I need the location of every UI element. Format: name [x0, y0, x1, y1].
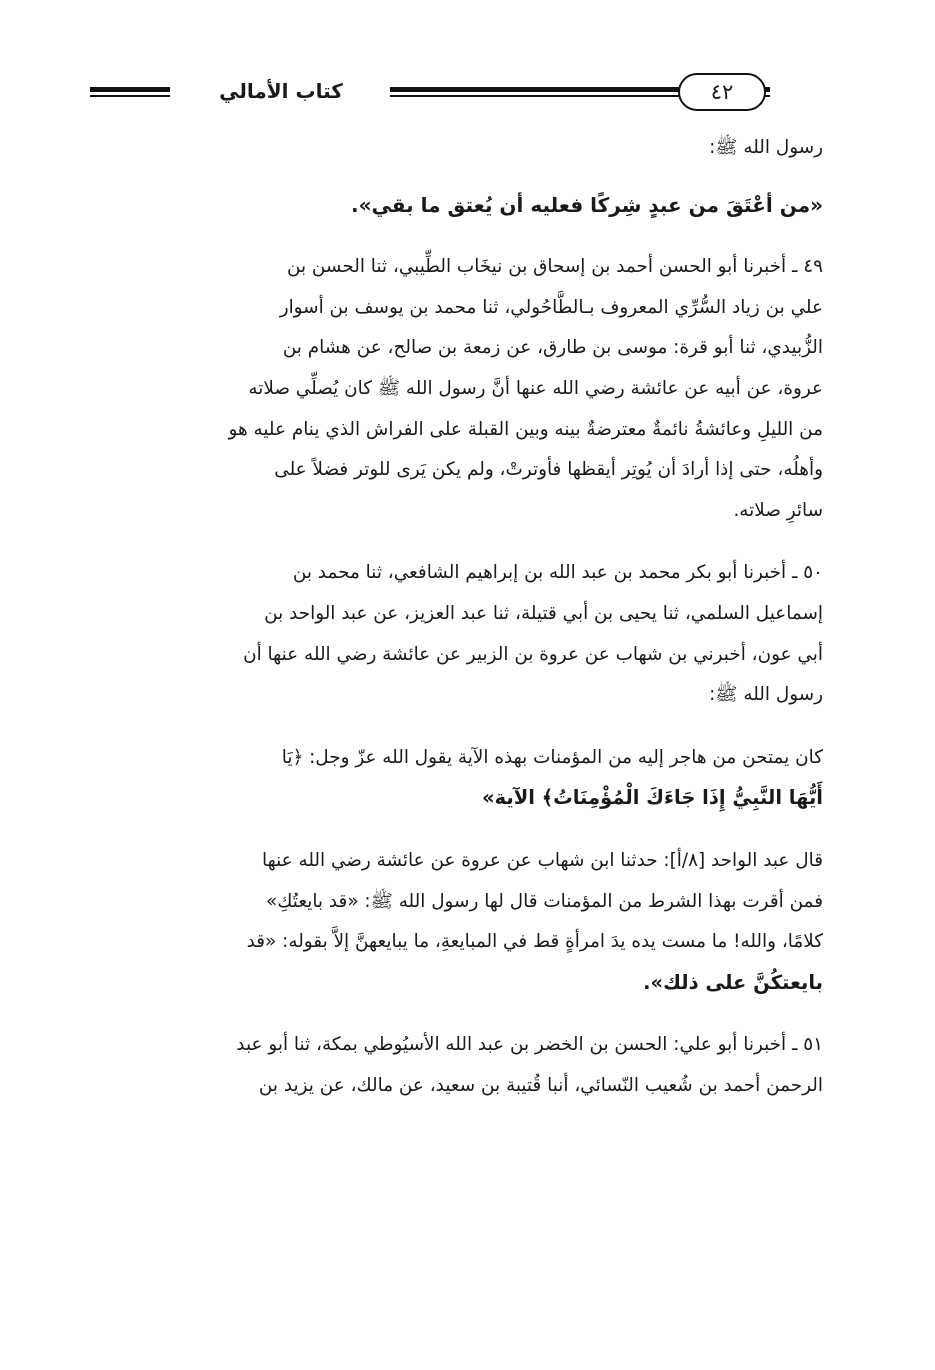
text-line: بايعتكُنَّ على ذلك».: [643, 970, 823, 994]
text-line: رسول الله ﷺ:: [709, 684, 823, 706]
page-body: [98, 128, 823, 1106]
narration-paragraph: [98, 841, 823, 1003]
text-line: كان يمتحن من هاجر إليه من المؤمنات بهذه الآية يقول الله عزّ وجل: ﴿يَا: [281, 746, 823, 768]
text-line: سائرِ صلاته.: [733, 499, 823, 521]
text-line: رسول الله ﷺ:: [709, 137, 823, 158]
text-line: ٤٩ ـ أخبرنا أبو الحسن أحمد بن إسحاق بن نيخَاب الطِّيبي، ثنا الحسن بن: [286, 256, 823, 278]
text-line: أَيُّهَا النَّبِيُّ إِذَا جَاءَكَ الْمُؤْمِنَاتُ﴾ الآية»: [481, 786, 823, 810]
text-line: ٥٠ ـ أخبرنا أبو بكر محمد بن عبد الله بن إبراهيم الشافعي، ثنا محمد بن: [292, 562, 823, 584]
text-line: وأهلُه، حتى إذا أرادَ أن يُوتِر أيقظها فأوترتْ، ولم يكن يَرى للوتر فضلاً على: [274, 459, 823, 481]
book-title: كتاب الأمالي: [219, 79, 343, 103]
text-line: فمن أقرت بهذا الشرط من المؤمنات قال لها رسول الله ﷺ: «قد بايعتُكِ»: [266, 890, 823, 912]
page-header: [90, 70, 830, 114]
text-line: الزُّبيدي، ثنا أبو قرة: موسى بن طارق، عن زمعة بن صالح، عن هشام بن: [282, 337, 823, 359]
page-number: ٤٢: [678, 73, 766, 111]
hadith-text: «من أعْتَقَ من عبدٍ شِركًا فعليه أن يُعتق ما بقي».: [351, 192, 823, 217]
header-rule: [90, 87, 170, 92]
hadith-paragraph-49: [98, 247, 823, 531]
text-line: إسماعيل السلمي، ثنا يحيى بن أبي قتيلة، ثنا عبد العزيز، عن عبد الواحد بن: [264, 602, 823, 624]
text-line: الرحمن أحمد بن شُعيب النّسائي، أنبا قُتيبة بن سعيد، عن مالك، عن يزيد بن: [258, 1074, 823, 1096]
hadith-paragraph-51: [98, 1025, 823, 1106]
header-rule: [90, 95, 170, 97]
text-line: من الليلِ وعائشةُ نائمةٌ معترضةٌ بينه وبين القبلة على الفراش الذي ينام عليه هو: [228, 418, 823, 440]
text-line: كلامًا، والله! ما مست يده يدَ امرأةٍ قط في المبايعةِ، ما يبايعهنَّ إلاَّ بقوله: «قد: [246, 931, 823, 953]
hadith-paragraph-50: [98, 553, 823, 715]
text-line: عروة، عن أبيه عن عائشة رضي الله عنها أنَّ رسول الله ﷺ كان يُصلِّي صلاته: [248, 377, 823, 399]
text-line: أبي عون، أخبرني بن شهاب عن عروة بن الزبير عن عائشة رضي الله عنها أن: [243, 643, 823, 665]
text-line: علي بن زياد السُّرِّي المعروف بـالطَّاحُولي، ثنا محمد بن يوسف بن أسوار: [279, 296, 823, 318]
text-line: قال عبد الواحد [٨/أ]: حدثنا ابن شهاب عن عروة عن عائشة رضي الله عنها: [262, 849, 823, 871]
quran-verse-paragraph: [98, 738, 823, 819]
text-line: ٥١ ـ أخبرنا أبو علي: الحسن بن الخضر بن عبد الله الأسيُوطي بمكة، ثنا أبو عبد: [236, 1034, 823, 1056]
